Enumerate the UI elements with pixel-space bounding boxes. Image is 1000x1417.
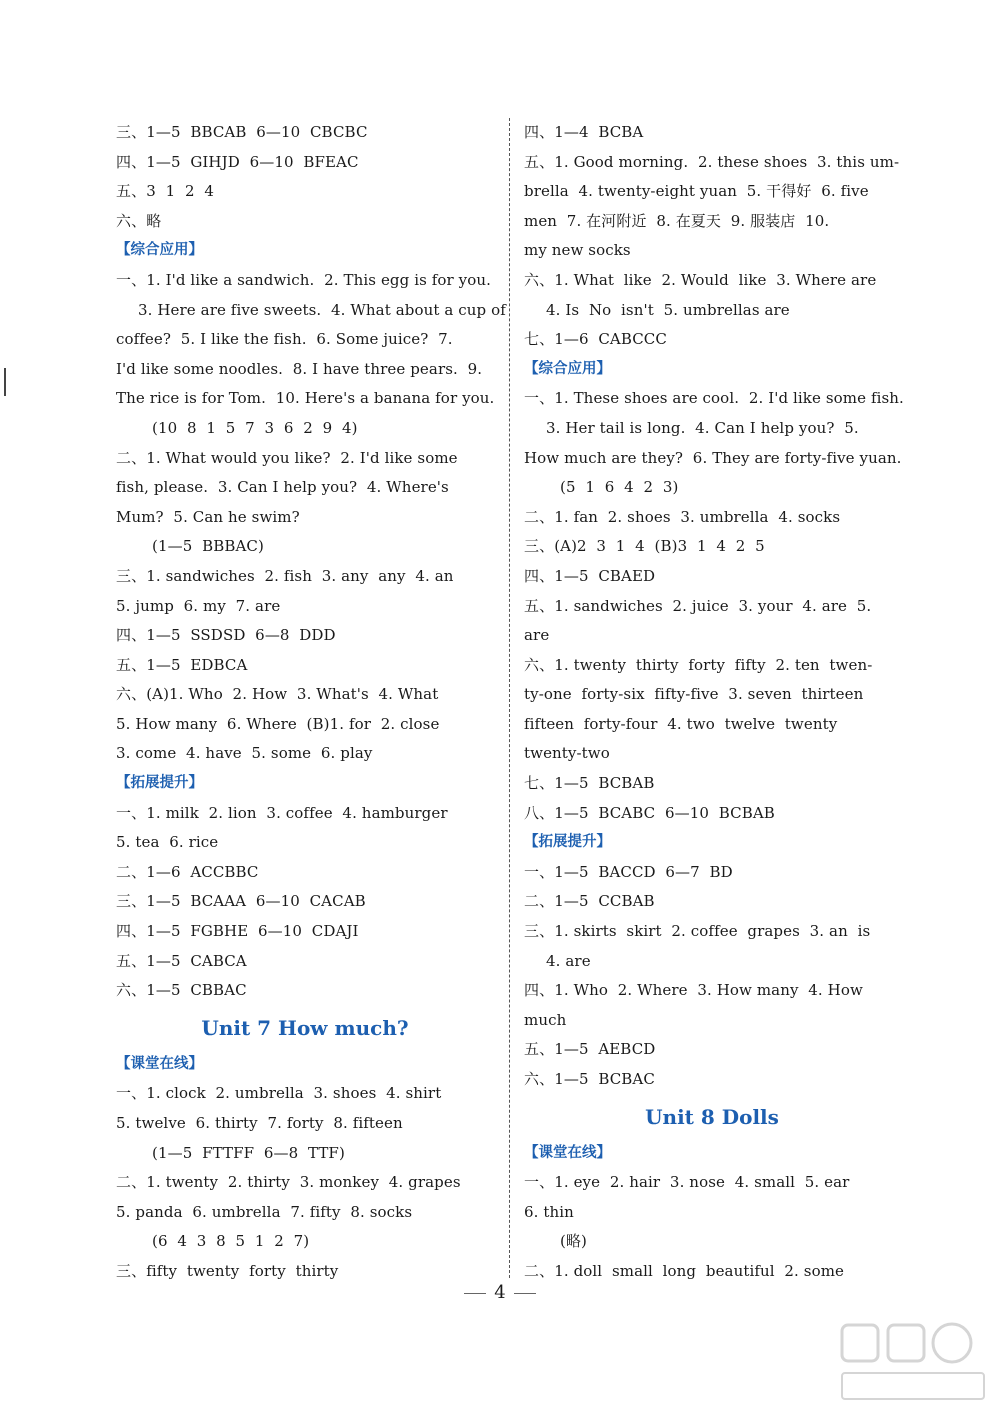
answer-line: 二、1. What would you like? 2. I'd like some xyxy=(116,448,458,467)
section-heading: 【综合应用】 xyxy=(524,360,611,377)
answer-line: 六、略 xyxy=(116,211,162,230)
answer-line: 一、1. These shoes are cool. 2. I'd like some fish. xyxy=(524,389,904,408)
answer-line: 七、1—6 CABCCC xyxy=(524,330,667,349)
answer-line: 二、1. fan 2. shoes 3. umbrella 4. socks xyxy=(524,507,841,526)
answer-line: 一、1. clock 2. umbrella 3. shoes 4. shirt xyxy=(116,1084,442,1103)
answer-line: 3. Her tail is long. 4. Can I help you? 5. xyxy=(546,418,859,437)
answer-line: 四、1. Who 2. Where 3. How many 4. How xyxy=(524,981,863,1000)
answer-line: much xyxy=(524,1010,567,1029)
page-number-text: 4 xyxy=(494,1282,506,1303)
answer-line: (10 8 1 5 7 3 6 2 9 4) xyxy=(152,418,358,437)
answer-line: 四、1—4 BCBA xyxy=(524,123,644,141)
answer-line: 一、1—5 BACCD 6—7 BD xyxy=(524,862,733,881)
section-heading: 【课堂在线】 xyxy=(524,1144,611,1161)
answer-line: 二、1. twenty 2. thirty 3. monkey 4. grapes xyxy=(116,1173,461,1192)
answer-line: 三、fifty twenty forty thirty xyxy=(116,1261,339,1280)
answer-line: 二、1—6 ACCBBC xyxy=(116,862,259,881)
left-column xyxy=(116,118,506,1287)
answer-line: 五、1. sandwiches 2. juice 3. your 4. are 5. xyxy=(524,596,872,615)
answer-line: ty-one forty-six fifty-five 3. seven thirteen xyxy=(524,685,864,704)
answer-line: 六、1—5 BCBAC xyxy=(524,1070,655,1088)
answer-line: 5. tea 6. rice xyxy=(116,833,219,852)
answer-line: 三、(A)2 3 1 4 (B)3 1 4 2 5 xyxy=(524,537,765,556)
answer-line: 六、1—5 CBBAC xyxy=(116,981,247,1000)
unit-title: Unit 8 Dolls xyxy=(645,1104,779,1129)
answer-line: How much are they? 6. They are forty-five yuan. xyxy=(524,448,902,467)
answer-line: 六、1. twenty thirty forty fifty 2. ten twen- xyxy=(524,655,873,674)
section-heading: 【拓展提升】 xyxy=(116,775,203,792)
answer-line: I'd like some noodles. 8. I have three pears. 9. xyxy=(116,359,483,378)
watermark-logo xyxy=(838,1317,988,1407)
binding-edge-mark xyxy=(4,368,10,396)
answer-line: 五、1—5 CABCA xyxy=(116,951,247,970)
answer-line: 4. are xyxy=(546,951,591,970)
answer-line: 5. twelve 6. thirty 7. forty 8. fifteen xyxy=(116,1114,403,1132)
unit-title: Unit 7 How much? xyxy=(201,1015,409,1040)
answer-line: my new socks xyxy=(524,241,631,260)
answer-line: 三、1—5 BCAAA 6—10 CACAB xyxy=(116,892,366,911)
answer-line: 一、1. eye 2. hair 3. nose 4. small 5. ear xyxy=(524,1173,850,1192)
answer-line: 五、1—5 AEBCD xyxy=(524,1040,656,1059)
answer-line: brella 4. twenty-eight yuan 5. 干得好 6. five xyxy=(524,182,869,201)
answer-line: Mum? 5. Can he swim? xyxy=(116,507,300,526)
answer-line: 一、1. I'd like a sandwich. 2. This egg is for you. xyxy=(116,270,492,289)
answer-line: 七、1—5 BCBAB xyxy=(524,774,655,793)
answer-line: fish, please. 3. Can I help you? 4. Where's xyxy=(116,478,449,497)
answer-line: (6 4 3 8 5 1 2 7) xyxy=(152,1232,310,1251)
answer-line: 八、1—5 BCABC 6—10 BCBAB xyxy=(524,803,775,822)
answer-line: 四、1—5 GIHJD 6—10 BFEAC xyxy=(116,152,359,171)
answer-line: coffee? 5. I like the fish. 6. Some juice? 7. xyxy=(116,330,453,349)
answer-line: 五、1. Good morning. 2. these shoes 3. this um- xyxy=(524,152,900,171)
answer-line: (1—5 FTTFF 6—8 TTF) xyxy=(152,1143,345,1162)
answer-line: 6. thin xyxy=(524,1202,574,1221)
answer-line: 3. come 4. have 5. some 6. play xyxy=(116,744,373,763)
answer-line: men 7. 在河附近 8. 在夏天 9. 服装店 10. xyxy=(524,211,830,230)
answer-line: 二、1. doll small long beautiful 2. some xyxy=(524,1261,845,1280)
answer-line: 四、1—5 SSDSD 6—8 DDD xyxy=(116,626,336,645)
answer-line: 六、(A)1. Who 2. How 3. What's 4. What xyxy=(116,685,439,704)
answer-line: (5 1 6 4 2 3) xyxy=(560,478,679,497)
answer-line: 5. How many 6. Where (B)1. for 2. close xyxy=(116,714,440,733)
answer-line: 五、3 1 2 4 xyxy=(116,182,214,201)
answer-line: (1—5 BBBAC) xyxy=(152,537,264,556)
section-heading: 【课堂在线】 xyxy=(116,1055,203,1072)
answer-line: 二、1—5 CCBAB xyxy=(524,892,655,911)
answer-line: are xyxy=(524,626,550,645)
answer-line: 三、1. skirts skirt 2. coffee grapes 3. an is xyxy=(524,922,871,941)
answer-line: 五、1—5 EDBCA xyxy=(116,655,248,674)
answer-line: 3. Here are five sweets. 4. What about a cup of xyxy=(138,300,506,319)
answer-line: twenty-two xyxy=(524,744,610,763)
right-column xyxy=(524,118,904,1287)
answer-line: 四、1—5 CBAED xyxy=(524,566,656,585)
page-number xyxy=(0,1282,1000,1303)
answer-line: 5. panda 6. umbrella 7. fifty 8. socks xyxy=(116,1202,413,1221)
section-heading: 【综合应用】 xyxy=(116,242,203,259)
page-number-dash-left xyxy=(464,1293,486,1294)
answer-line: The rice is for Tom. 10. Here's a banana for you. xyxy=(116,389,495,408)
answer-line: 5. jump 6. my 7. are xyxy=(116,596,281,615)
answer-line: 六、1. What like 2. Would like 3. Where are xyxy=(524,270,877,289)
answer-line: 四、1—5 FGBHE 6—10 CDAJI xyxy=(116,922,359,941)
answer-line: (略) xyxy=(560,1232,588,1251)
answer-line: 4. Is No isn't 5. umbrellas are xyxy=(546,300,790,319)
page-number-dash-right xyxy=(514,1293,536,1294)
column-divider xyxy=(509,118,510,1278)
answer-line: fifteen forty-four 4. two twelve twenty xyxy=(524,714,838,733)
answer-line: 一、1. milk 2. lion 3. coffee 4. hamburger xyxy=(116,803,448,822)
section-heading: 【拓展提升】 xyxy=(524,834,611,851)
answer-line: 三、1. sandwiches 2. fish 3. any any 4. an xyxy=(116,566,454,585)
answer-line: 三、1—5 BBCAB 6—10 CBCBC xyxy=(116,123,368,141)
